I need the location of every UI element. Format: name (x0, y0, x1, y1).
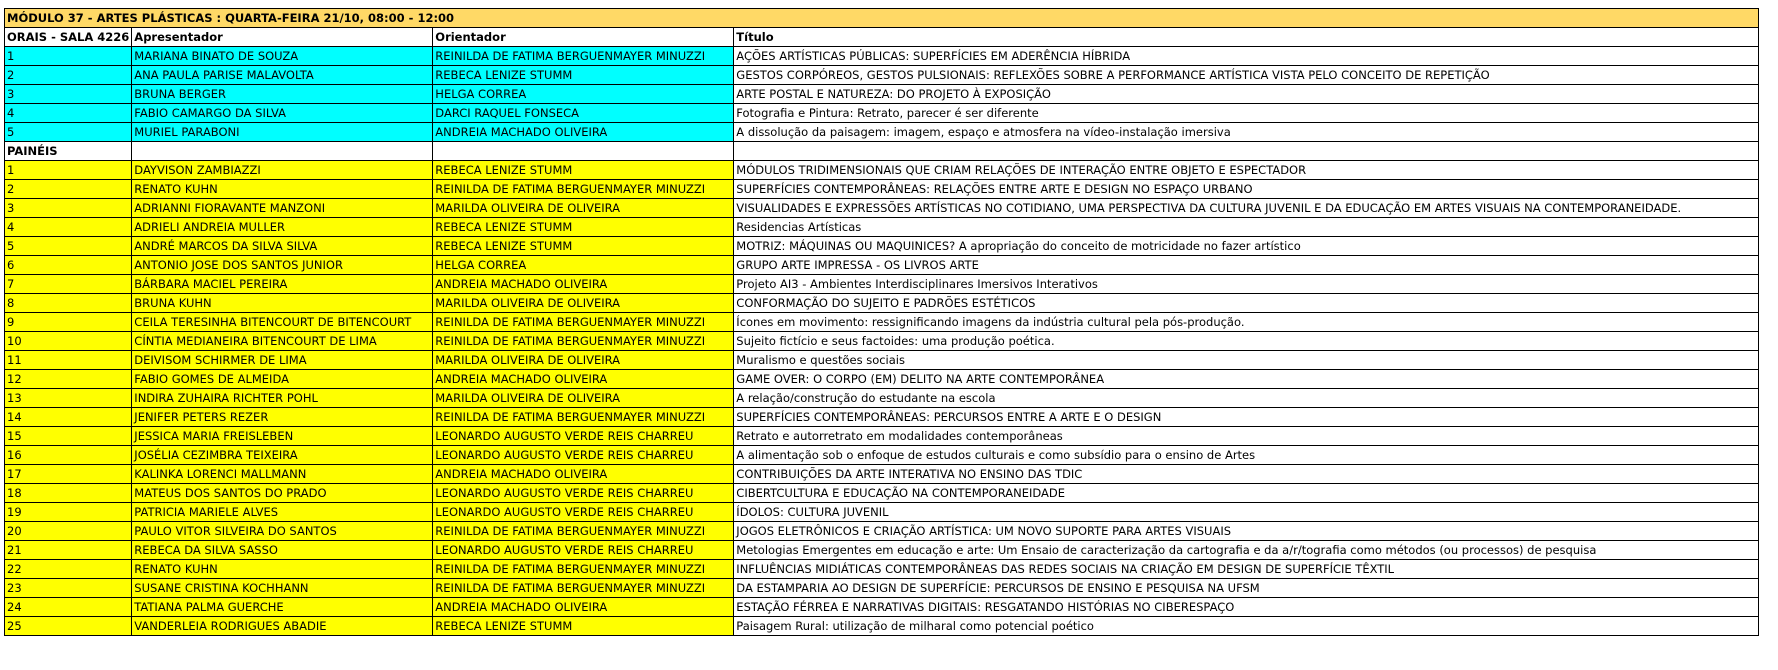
advisor-cell[interactable]: REBECA LENIZE STUMM (433, 66, 734, 85)
row-number-cell[interactable]: 25 (5, 617, 132, 636)
row-number-cell[interactable]: 1 (5, 47, 132, 66)
advisor-cell[interactable]: REINILDA DE FATIMA BERGUENMAYER MINUZZI (433, 180, 734, 199)
presenter-cell[interactable]: PAULO VITOR SILVEIRA DO SANTOS (132, 522, 433, 541)
row-number-cell[interactable]: 19 (5, 503, 132, 522)
presenter-cell[interactable]: JENIFER PETERS REZER (132, 408, 433, 427)
presenter-cell[interactable]: DAYVISON ZAMBIAZZI (132, 161, 433, 180)
advisor-cell[interactable]: REINILDA DE FATIMA BERGUENMAYER MINUZZI (433, 522, 734, 541)
advisor-cell[interactable]: REINILDA DE FATIMA BERGUENMAYER MINUZZI (433, 313, 734, 332)
title-cell[interactable]: VISUALIDADES E EXPRESSÕES ARTÍSTICAS NO COTIDIANO, UMA PERSPECTIVA DA CULTURA JUVENIL E DA EDUCAÇÃO EM ARTES VISUAIS NA CONTEMPORANEIDADE. (734, 199, 1759, 218)
sheet-body (5, 9, 1759, 636)
row-number-cell[interactable]: 23 (5, 579, 132, 598)
presenter-cell[interactable]: BRUNA KUHN (132, 294, 433, 313)
row-number-cell[interactable]: 18 (5, 484, 132, 503)
table-row (5, 351, 1759, 370)
presenter-cell[interactable]: CEILA TERESINHA BITENCOURT DE BITENCOURT (132, 313, 433, 332)
advisor-cell[interactable]: REINILDA DE FATIMA BERGUENMAYER MINUZZI (433, 408, 734, 427)
presenter-cell[interactable]: ANA PAULA PARISE MALAVOLTA (132, 66, 433, 85)
title-cell[interactable]: JOGOS ELETRÔNICOS E CRIAÇÃO ARTÍSTICA: UM NOVO SUPORTE PARA ARTES VISUAIS (734, 522, 1759, 541)
schedule-sheet (4, 8, 1759, 636)
table-row (5, 199, 1759, 218)
presenter-cell[interactable]: JOSÉLIA CEZIMBRA TEIXEIRA (132, 446, 433, 465)
presenter-cell[interactable]: REBECA DA SILVA SASSO (132, 541, 433, 560)
table-row (5, 180, 1759, 199)
row-number-cell[interactable]: 4 (5, 218, 132, 237)
title-cell[interactable]: Muralismo e questões sociais (734, 351, 1759, 370)
presenter-cell[interactable]: ANDRÉ MARCOS DA SILVA SILVA (132, 237, 433, 256)
presenter-cell[interactable]: RENATO KUHN (132, 180, 433, 199)
advisor-cell[interactable]: LEONARDO AUGUSTO VERDE REIS CHARREU (433, 541, 734, 560)
table-row (5, 408, 1759, 427)
title-cell[interactable]: GESTOS CORPÓREOS, GESTOS PULSIONAIS: REFLEXÕES SOBRE A PERFORMANCE ARTÍSTICA VISTA PELO CONCEITO DE REPETIÇÃO (734, 66, 1759, 85)
advisor-cell[interactable]: REINILDA DE FATIMA BERGUENMAYER MINUZZI (433, 332, 734, 351)
table-row (5, 560, 1759, 579)
table-row (5, 522, 1759, 541)
row-number-cell[interactable]: 12 (5, 370, 132, 389)
header-row (5, 28, 1759, 47)
header-title[interactable]: Título (734, 28, 1759, 47)
presenter-cell[interactable]: RENATO KUHN (132, 560, 433, 579)
table-row (5, 541, 1759, 560)
banner-row (5, 9, 1759, 28)
row-number-cell[interactable]: 15 (5, 427, 132, 446)
table-row (5, 85, 1759, 104)
row-number-cell[interactable]: 2 (5, 180, 132, 199)
advisor-cell[interactable]: REINILDA DE FATIMA BERGUENMAYER MINUZZI (433, 579, 734, 598)
table-row (5, 218, 1759, 237)
row-number-cell[interactable]: 6 (5, 256, 132, 275)
row-number-cell[interactable]: 14 (5, 408, 132, 427)
presenter-cell[interactable]: BRUNA BERGER (132, 85, 433, 104)
banner-title[interactable]: MÓDULO 37 - ARTES PLÁSTICAS : QUARTA-FEIRA 21/10, 08:00 - 12:00 (5, 9, 1759, 28)
header-session[interactable]: ORAIS - SALA 4226 (5, 28, 132, 47)
title-cell[interactable]: Fotografia e Pintura: Retrato, parecer é ser diferente (734, 104, 1759, 123)
advisor-cell[interactable]: REBECA LENIZE STUMM (433, 161, 734, 180)
table-row (5, 294, 1759, 313)
row-number-cell[interactable]: 9 (5, 313, 132, 332)
table-row (5, 446, 1759, 465)
table-row (5, 579, 1759, 598)
advisor-cell[interactable]: MARILDA OLIVEIRA DE OLIVEIRA (433, 389, 734, 408)
table-row (5, 617, 1759, 636)
table-row (5, 256, 1759, 275)
table-row (5, 275, 1759, 294)
advisor-cell[interactable]: MARILDA OLIVEIRA DE OLIVEIRA (433, 199, 734, 218)
title-cell[interactable]: CONFORMAÇÃO DO SUJEITO E PADRÕES ESTÉTICOS (734, 294, 1759, 313)
presenter-cell[interactable]: PATRICIA MARIELE ALVES (132, 503, 433, 522)
title-cell[interactable]: CIBERTCULTURA E EDUCAÇÃO NA CONTEMPORANEIDADE (734, 484, 1759, 503)
row-number-cell[interactable]: 1 (5, 161, 132, 180)
advisor-cell[interactable]: ANDREIA MACHADO OLIVEIRA (433, 465, 734, 484)
presenter-cell[interactable]: BÁRBARA MACIEL PEREIRA (132, 275, 433, 294)
table-row (5, 66, 1759, 85)
presenter-cell[interactable]: FABIO CAMARGO DA SILVA (132, 104, 433, 123)
title-cell[interactable]: Metologias Emergentes em educação e arte: Um Ensaio de caracterização da cartografia e da a/r/tografia como métodos (ou processos) de pesquisa (734, 541, 1759, 560)
title-cell[interactable]: Retrato e autorretrato em modalidades contemporâneas (734, 427, 1759, 446)
presenter-cell[interactable]: DEIVISOM SCHIRMER DE LIMA (132, 351, 433, 370)
table-row (5, 503, 1759, 522)
title-cell[interactable]: ARTE POSTAL E NATUREZA: DO PROJETO À EXPOSIÇÃO (734, 85, 1759, 104)
title-cell[interactable]: INFLUÊNCIAS MIDIÁTICAS CONTEMPORÂNEAS DAS REDES SOCIAIS NA CRIAÇÃO EM DESIGN DE SUPERFÍCIE TÊXTIL (734, 560, 1759, 579)
row-number-cell[interactable]: 10 (5, 332, 132, 351)
advisor-cell[interactable]: ANDREIA MACHADO OLIVEIRA (433, 123, 734, 142)
title-cell[interactable]: ESTAÇÃO FÉRREA E NARRATIVAS DIGITAIS: RESGATANDO HISTÓRIAS NO CIBERESPAÇO (734, 598, 1759, 617)
table-row (5, 484, 1759, 503)
row-number-cell[interactable]: 8 (5, 294, 132, 313)
row-number-cell[interactable]: 17 (5, 465, 132, 484)
section-row-paineis (5, 142, 1759, 161)
table-row (5, 313, 1759, 332)
advisor-cell[interactable]: LEONARDO AUGUSTO VERDE REIS CHARREU (433, 446, 734, 465)
advisor-cell[interactable]: ANDREIA MACHADO OLIVEIRA (433, 370, 734, 389)
advisor-cell[interactable]: ANDREIA MACHADO OLIVEIRA (433, 275, 734, 294)
advisor-cell[interactable]: MARILDA OLIVEIRA DE OLIVEIRA (433, 294, 734, 313)
advisor-cell[interactable]: LEONARDO AUGUSTO VERDE REIS CHARREU (433, 427, 734, 446)
header-advisor[interactable]: Orientador (433, 28, 734, 47)
table-row (5, 47, 1759, 66)
title-cell[interactable]: DA ESTAMPARIA AO DESIGN DE SUPERFÍCIE: PERCURSOS DE ENSINO E PESQUISA NA UFSM (734, 579, 1759, 598)
table-row (5, 161, 1759, 180)
title-cell[interactable]: Ícones em movimento: ressignificando imagens da indústria cultural pela pós-produção. (734, 313, 1759, 332)
presenter-cell[interactable]: MURIEL PARABONI (132, 123, 433, 142)
title-cell[interactable]: Sujeito fictício e seus factoides: uma produção poética. (734, 332, 1759, 351)
section-label[interactable]: PAINÉIS (5, 142, 132, 161)
table-row (5, 237, 1759, 256)
presenter-cell[interactable]: MATEUS DOS SANTOS DO PRADO (132, 484, 433, 503)
title-cell[interactable]: Projeto AI3 - Ambientes Interdisciplinares Imersivos Interativos (734, 275, 1759, 294)
row-number-cell[interactable]: 7 (5, 275, 132, 294)
empty-cell[interactable] (433, 142, 734, 161)
presenter-cell[interactable]: FABIO GOMES DE ALMEIDA (132, 370, 433, 389)
title-cell[interactable]: GRUPO ARTE IMPRESSA - OS LIVROS ARTE (734, 256, 1759, 275)
advisor-cell[interactable]: HELGA CORREA (433, 85, 734, 104)
presenter-cell[interactable]: ANTONIO JOSE DOS SANTOS JUNIOR (132, 256, 433, 275)
presenter-cell[interactable]: SUSANE CRISTINA KOCHHANN (132, 579, 433, 598)
row-number-cell[interactable]: 22 (5, 560, 132, 579)
row-number-cell[interactable]: 21 (5, 541, 132, 560)
row-number-cell[interactable]: 2 (5, 66, 132, 85)
table-row (5, 332, 1759, 351)
advisor-cell[interactable]: REBECA LENIZE STUMM (433, 237, 734, 256)
title-cell[interactable]: MÓDULOS TRIDIMENSIONAIS QUE CRIAM RELAÇÕES DE INTERAÇÃO ENTRE OBJETO E ESPECTADOR (734, 161, 1759, 180)
row-number-cell[interactable]: 20 (5, 522, 132, 541)
title-cell[interactable]: GAME OVER: O CORPO (EM) DELITO NA ARTE CONTEMPORÂNEA (734, 370, 1759, 389)
advisor-cell[interactable]: REINILDA DE FATIMA BERGUENMAYER MINUZZI (433, 47, 734, 66)
title-cell[interactable]: Residencias Artísticas (734, 218, 1759, 237)
presenter-cell[interactable]: MARIANA BINATO DE SOUZA (132, 47, 433, 66)
empty-cell[interactable] (734, 142, 1759, 161)
empty-cell[interactable] (132, 142, 433, 161)
row-number-cell[interactable]: 11 (5, 351, 132, 370)
title-cell[interactable]: SUPERFÍCIES CONTEMPORÂNEAS: RELAÇÕES ENTRE ARTE E DESIGN NO ESPAÇO URBANO (734, 180, 1759, 199)
table-row (5, 465, 1759, 484)
title-cell[interactable]: AÇÕES ARTÍSTICAS PÚBLICAS: SUPERFÍCIES EM ADERÊNCIA HÍBRIDA (734, 47, 1759, 66)
presenter-cell[interactable]: JESSICA MARIA FREISLEBEN (132, 427, 433, 446)
advisor-cell[interactable]: HELGA CORREA (433, 256, 734, 275)
presenter-cell[interactable]: INDIRA ZUHAIRA RICHTER POHL (132, 389, 433, 408)
row-number-cell[interactable]: 24 (5, 598, 132, 617)
title-cell[interactable]: A alimentação sob o enfoque de estudos culturais e como subsídio para o ensino de Artes (734, 446, 1759, 465)
table-row (5, 370, 1759, 389)
title-cell[interactable]: Paisagem Rural: utilização de milharal como potencial poético (734, 617, 1759, 636)
advisor-cell[interactable]: LEONARDO AUGUSTO VERDE REIS CHARREU (433, 503, 734, 522)
presenter-cell[interactable]: ADRIELI ANDREIA MULLER (132, 218, 433, 237)
row-number-cell[interactable]: 5 (5, 237, 132, 256)
advisor-cell[interactable]: REBECA LENIZE STUMM (433, 617, 734, 636)
advisor-cell[interactable]: DARCI RAQUEL FONSECA (433, 104, 734, 123)
table-row (5, 104, 1759, 123)
table-row (5, 427, 1759, 446)
presenter-cell[interactable]: KALINKA LORENCI MALLMANN (132, 465, 433, 484)
title-cell[interactable]: A relação/construção do estudante na escola (734, 389, 1759, 408)
title-cell[interactable]: SUPERFÍCIES CONTEMPORÂNEAS: PERCURSOS ENTRE A ARTE E O DESIGN (734, 408, 1759, 427)
table-row (5, 598, 1759, 617)
presenter-cell[interactable]: TATIANA PALMA GUERCHE (132, 598, 433, 617)
row-number-cell[interactable]: 16 (5, 446, 132, 465)
title-cell[interactable]: A dissolução da paisagem: imagem, espaço e atmosfera na vídeo-instalação imersiva (734, 123, 1759, 142)
advisor-cell[interactable]: ANDREIA MACHADO OLIVEIRA (433, 598, 734, 617)
header-presenter[interactable]: Apresentador (132, 28, 433, 47)
row-number-cell[interactable]: 5 (5, 123, 132, 142)
table-row (5, 389, 1759, 408)
row-number-cell[interactable]: 3 (5, 85, 132, 104)
presenter-cell[interactable]: VANDERLEIA RODRIGUES ABADIE (132, 617, 433, 636)
title-cell[interactable]: ÍDOLOS: CULTURA JUVENIL (734, 503, 1759, 522)
advisor-cell[interactable]: MARILDA OLIVEIRA DE OLIVEIRA (433, 351, 734, 370)
presenter-cell[interactable]: CÍNTIA MEDIANEIRA BITENCOURT DE LIMA (132, 332, 433, 351)
row-number-cell[interactable]: 3 (5, 199, 132, 218)
presenter-cell[interactable]: ADRIANNI FIORAVANTE MANZONI (132, 199, 433, 218)
row-number-cell[interactable]: 4 (5, 104, 132, 123)
table-row (5, 123, 1759, 142)
advisor-cell[interactable]: LEONARDO AUGUSTO VERDE REIS CHARREU (433, 484, 734, 503)
advisor-cell[interactable]: REBECA LENIZE STUMM (433, 218, 734, 237)
title-cell[interactable]: CONTRIBUIÇÕES DA ARTE INTERATIVA NO ENSINO DAS TDIC (734, 465, 1759, 484)
title-cell[interactable]: MOTRIZ: MÁQUINAS OU MAQUINICES? A apropriação do conceito de motricidade no fazer artístico (734, 237, 1759, 256)
advisor-cell[interactable]: REINILDA DE FATIMA BERGUENMAYER MINUZZI (433, 560, 734, 579)
row-number-cell[interactable]: 13 (5, 389, 132, 408)
